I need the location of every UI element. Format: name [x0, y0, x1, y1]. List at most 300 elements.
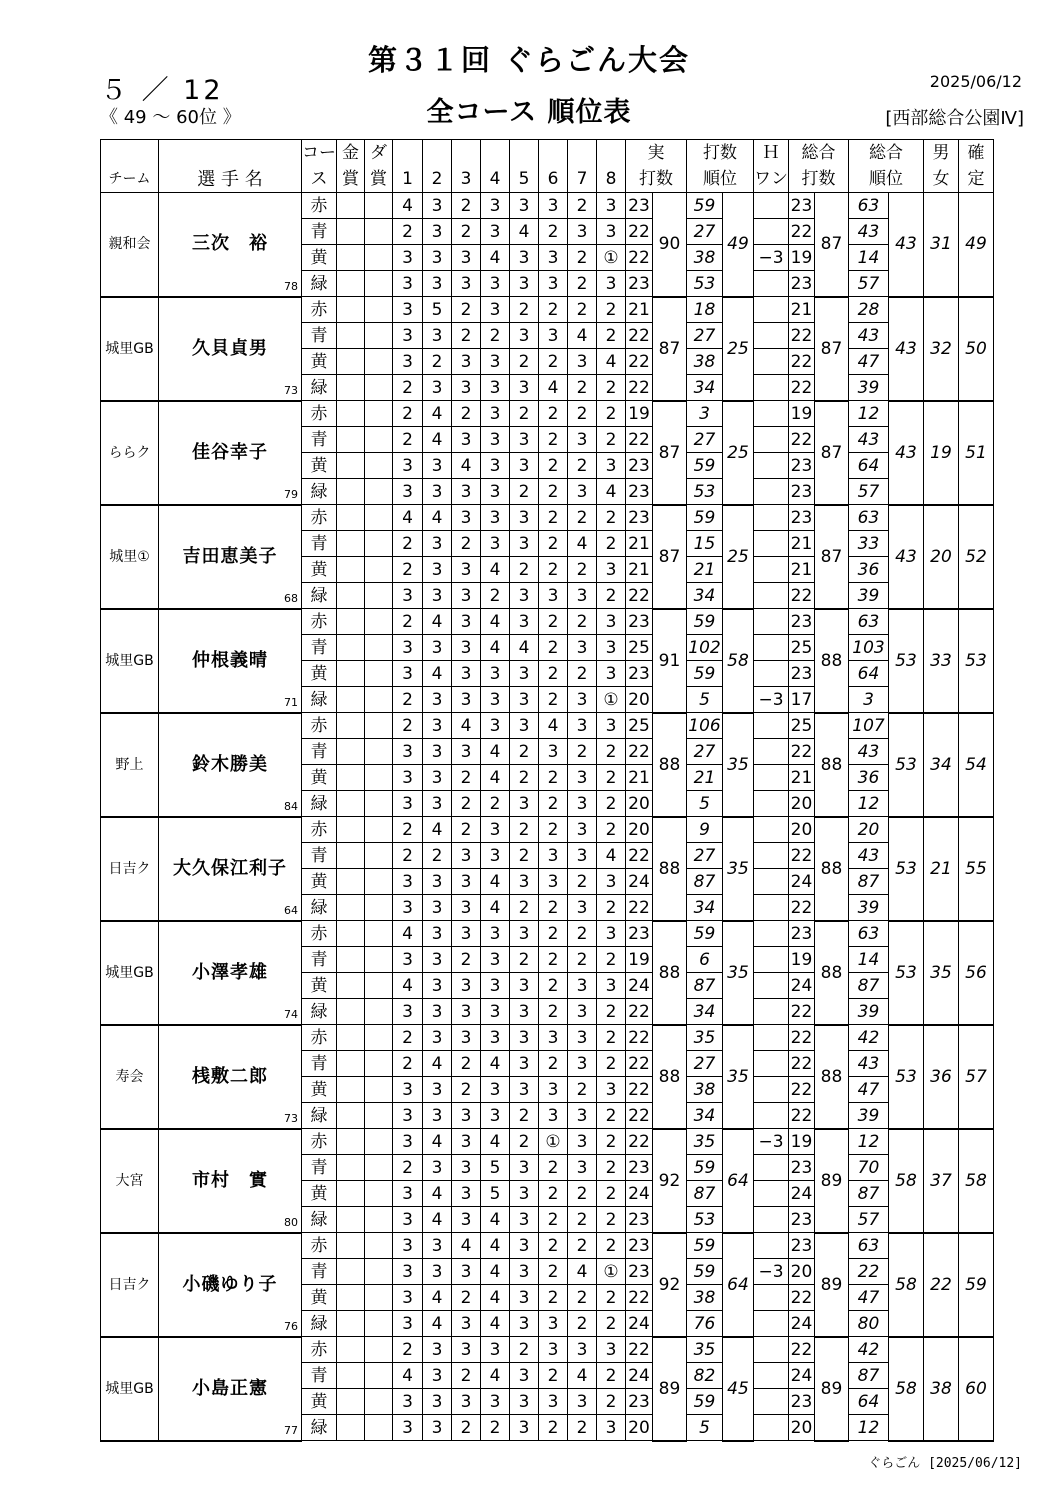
hole-score: 2	[597, 401, 626, 427]
hole-score: 3	[393, 297, 423, 323]
hole-score: 2	[452, 323, 481, 349]
hole-score: 3	[597, 1415, 626, 1441]
course-color: 赤	[302, 713, 337, 739]
hole-score: 4	[423, 427, 452, 453]
total-strokes: 88	[815, 713, 849, 817]
player-name: 小磯ゆり子	[182, 1273, 278, 1295]
da-prize-cell	[365, 479, 393, 505]
gold-prize-cell	[337, 791, 365, 817]
hole-score: 3	[481, 817, 510, 843]
course-total: 22	[789, 1103, 815, 1129]
da-prize-cell	[365, 375, 393, 401]
player-course-row	[101, 1337, 994, 1363]
course-rank: 82	[687, 1363, 723, 1389]
strokes-rank: 64	[723, 1129, 754, 1233]
hole-score: 2	[510, 1129, 539, 1155]
hole-score: 2	[452, 817, 481, 843]
hole-score: 3	[423, 973, 452, 999]
course-color: 黄	[302, 349, 337, 375]
hole-score: 3	[393, 1103, 423, 1129]
player-age: 64	[284, 903, 298, 917]
hole-score: 2	[393, 1051, 423, 1077]
hole-score: 3	[452, 245, 481, 271]
course-subtotal: 22	[626, 739, 653, 765]
course-total-rank: 36	[849, 765, 889, 791]
hole-in-one-bonus	[754, 271, 789, 297]
strokes-rank: 49	[723, 193, 754, 297]
hole-score: 3	[510, 1363, 539, 1389]
hole-score: 3	[452, 999, 481, 1025]
hole-score: 2	[393, 1337, 423, 1363]
hole-score: 3	[423, 193, 452, 219]
gold-prize-cell	[337, 219, 365, 245]
hole-score: 2	[510, 1337, 539, 1363]
hole-score: 4	[481, 765, 510, 791]
hole-score: 4	[452, 1233, 481, 1259]
player-cell	[159, 1025, 302, 1129]
col-gender: 男	[924, 140, 959, 167]
da-prize-cell	[365, 791, 393, 817]
hole-score: 2	[597, 1233, 626, 1259]
course-subtotal: 22	[626, 1051, 653, 1077]
player-course-row	[101, 297, 994, 323]
hole-score: 2	[393, 557, 423, 583]
course-color: 赤	[302, 505, 337, 531]
course-total: 19	[789, 1129, 815, 1155]
hole-score: 2	[539, 297, 568, 323]
total-strokes: 88	[815, 609, 849, 713]
hole-score: 2	[393, 713, 423, 739]
hole-in-one-bonus	[754, 1415, 789, 1441]
hole-score: 3	[452, 1155, 481, 1181]
course-color: 青	[302, 531, 337, 557]
hole-score: 3	[452, 505, 481, 531]
col-gold-bottom: 賞	[337, 166, 365, 193]
final-rank: 59	[959, 1233, 994, 1337]
course-subtotal: 19	[626, 401, 653, 427]
hole-score: 4	[393, 1363, 423, 1389]
course-rank: 87	[687, 1181, 723, 1207]
hole-score: 5	[481, 1155, 510, 1181]
gender-rank: 35	[924, 921, 959, 1025]
hole-score: 2	[539, 531, 568, 557]
hole-in-one-bonus	[754, 895, 789, 921]
player-cell	[159, 297, 302, 401]
course-rank: 53	[687, 1207, 723, 1233]
player-course-row	[101, 609, 994, 635]
hole-score: 2	[597, 505, 626, 531]
course-total-rank: 42	[849, 1337, 889, 1363]
hole-in-one-bonus	[754, 635, 789, 661]
hole-score: 3	[423, 1415, 452, 1441]
hole-score: 3	[481, 713, 510, 739]
col-total: 総合	[789, 140, 849, 167]
hole-score: 3	[423, 999, 452, 1025]
course-color: 青	[302, 323, 337, 349]
course-color: 緑	[302, 375, 337, 401]
team-name: 日吉ク	[101, 817, 159, 921]
gold-prize-cell	[337, 193, 365, 219]
course-rank: 76	[687, 1311, 723, 1337]
hole-score: 4	[393, 921, 423, 947]
strokes-rank: 35	[723, 1025, 754, 1129]
hole-score: 3	[393, 1415, 423, 1441]
gender-rank: 22	[924, 1233, 959, 1337]
final-rank: 60	[959, 1337, 994, 1441]
hole-score: 3	[510, 1285, 539, 1311]
course-total: 23	[789, 921, 815, 947]
course-rank: 59	[687, 193, 723, 219]
course-subtotal: 21	[626, 297, 653, 323]
hole-score: 2	[510, 895, 539, 921]
course-color: 青	[302, 739, 337, 765]
course-rank: 59	[687, 921, 723, 947]
hole-score: 3	[510, 869, 539, 895]
col-gender-bottom: 女	[924, 166, 959, 193]
hole-score: 3	[481, 999, 510, 1025]
hole-score: 3	[393, 1077, 423, 1103]
hole-score: 4	[597, 843, 626, 869]
hole-score: 3	[568, 1129, 597, 1155]
hole-score: 2	[393, 843, 423, 869]
hole-score: 3	[393, 635, 423, 661]
course-color: 緑	[302, 1103, 337, 1129]
gold-prize-cell	[337, 1207, 365, 1233]
hole-score: 3	[393, 1285, 423, 1311]
course-rank: 9	[687, 817, 723, 843]
hole-in-one-bonus	[754, 817, 789, 843]
hole-score: 2	[597, 1207, 626, 1233]
player-age: 79	[284, 487, 298, 501]
hole-score: 2	[481, 323, 510, 349]
player-course-row	[101, 713, 994, 739]
team-name: 城里GB	[101, 1337, 159, 1441]
hole-score: 3	[423, 219, 452, 245]
course-color: 青	[302, 219, 337, 245]
player-cell	[159, 193, 302, 297]
course-subtotal: 24	[626, 1363, 653, 1389]
hole-score: 3	[423, 1155, 452, 1181]
hole-score: 3	[510, 609, 539, 635]
hole-score: 2	[539, 557, 568, 583]
hole-score: 4	[393, 973, 423, 999]
hole-score: 4	[481, 1129, 510, 1155]
hole-score: 3	[510, 1051, 539, 1077]
hole-score: 4	[481, 1311, 510, 1337]
hole-score: 3	[423, 895, 452, 921]
hole-score: 4	[423, 1311, 452, 1337]
hole-score: 4	[423, 1181, 452, 1207]
course-rank: 59	[687, 661, 723, 687]
hole-score: 3	[568, 1051, 597, 1077]
hole-score: 4	[393, 505, 423, 531]
total-strokes: 88	[815, 1025, 849, 1129]
course-rank: 34	[687, 895, 723, 921]
hole-score: 2	[568, 297, 597, 323]
hole-score: 2	[481, 1415, 510, 1441]
gold-prize-cell	[337, 1051, 365, 1077]
course-total: 23	[789, 1389, 815, 1415]
course-rank: 5	[687, 1415, 723, 1441]
da-prize-cell	[365, 713, 393, 739]
hole-score: 2	[597, 1389, 626, 1415]
hole-score: 2	[568, 661, 597, 687]
hole-score: 2	[597, 739, 626, 765]
hole-score: 4	[452, 453, 481, 479]
hole-score: 3	[597, 1337, 626, 1363]
player-name: 大久保江利子	[173, 857, 287, 879]
col-hole-6: 6	[539, 166, 568, 193]
gold-prize-cell	[337, 1389, 365, 1415]
gold-prize-cell	[337, 1155, 365, 1181]
course-total: 22	[789, 219, 815, 245]
player-age: 76	[284, 1319, 298, 1333]
hole-score: 2	[452, 1051, 481, 1077]
da-prize-cell	[365, 557, 393, 583]
hole-score: 2	[539, 947, 568, 973]
total-strokes: 88	[815, 817, 849, 921]
hole-score: 3	[597, 661, 626, 687]
hole-score: 3	[481, 973, 510, 999]
actual-strokes: 88	[653, 921, 687, 1025]
col-hole-4-top	[481, 140, 510, 167]
course-color: 黄	[302, 1077, 337, 1103]
col-da: ダ	[365, 140, 393, 167]
hole-score: 3	[423, 271, 452, 297]
hole-score: 2	[597, 817, 626, 843]
page-title: 第３１回 ぐらごん大会	[367, 43, 691, 77]
hole-score: 2	[568, 1285, 597, 1311]
hole-score: 2	[568, 1415, 597, 1441]
gold-prize-cell	[337, 895, 365, 921]
course-total-rank: 39	[849, 1103, 889, 1129]
hole-score: 3	[510, 1259, 539, 1285]
hole-score: 3	[597, 453, 626, 479]
player-age: 78	[284, 279, 298, 293]
course-rank: 27	[687, 323, 723, 349]
course-color: 黄	[302, 869, 337, 895]
hole-score: 3	[510, 531, 539, 557]
gold-prize-cell	[337, 1181, 365, 1207]
hole-score: 4	[423, 1051, 452, 1077]
hole-score: 2	[539, 1181, 568, 1207]
course-rank: 27	[687, 219, 723, 245]
player-age: 84	[284, 799, 298, 813]
hole-score: 3	[452, 609, 481, 635]
course-color: 緑	[302, 271, 337, 297]
hole-score: 4	[423, 505, 452, 531]
hole-score: 3	[510, 427, 539, 453]
hole-score: 2	[597, 895, 626, 921]
course-rank: 35	[687, 1129, 723, 1155]
hole-score: ①	[597, 1259, 626, 1285]
course-total: 23	[789, 271, 815, 297]
hole-score: 2	[597, 1051, 626, 1077]
da-prize-cell	[365, 739, 393, 765]
hole-in-one-bonus	[754, 999, 789, 1025]
hole-score: 3	[481, 427, 510, 453]
hole-score: 2	[539, 1051, 568, 1077]
course-color: 黄	[302, 765, 337, 791]
course-subtotal: 25	[626, 635, 653, 661]
course-subtotal: 23	[626, 661, 653, 687]
hole-in-one-bonus	[754, 921, 789, 947]
course-rank: 6	[687, 947, 723, 973]
total-rank: 43	[889, 401, 924, 505]
course-rank: 53	[687, 271, 723, 297]
da-prize-cell	[365, 193, 393, 219]
hole-in-one-bonus	[754, 1233, 789, 1259]
course-subtotal: 22	[626, 375, 653, 401]
course-total-rank: 87	[849, 1363, 889, 1389]
hole-score: 3	[539, 271, 568, 297]
hole-score: 3	[597, 609, 626, 635]
player-cell	[159, 1129, 302, 1233]
course-subtotal: 23	[626, 1155, 653, 1181]
course-rank: 59	[687, 453, 723, 479]
total-strokes: 87	[815, 505, 849, 609]
gold-prize-cell	[337, 427, 365, 453]
col-rank: 打数	[687, 140, 754, 167]
player-course-row	[101, 401, 994, 427]
course-total-rank: 57	[849, 479, 889, 505]
hole-score: 3	[568, 1389, 597, 1415]
course-total-rank: 63	[849, 1233, 889, 1259]
course-subtotal: 22	[626, 219, 653, 245]
course-rank: 59	[687, 1389, 723, 1415]
hole-score: 3	[510, 1207, 539, 1233]
hole-score: 3	[452, 921, 481, 947]
hole-score: 3	[539, 193, 568, 219]
hole-score: 3	[568, 427, 597, 453]
hole-score: 2	[539, 765, 568, 791]
hole-score: 2	[597, 427, 626, 453]
course-total-rank: 47	[849, 349, 889, 375]
col-player: 選 手 名	[159, 166, 302, 193]
hole-score: 2	[510, 843, 539, 869]
course-rank: 106	[687, 713, 723, 739]
hole-score: 2	[597, 1025, 626, 1051]
hole-score: 2	[539, 1259, 568, 1285]
hole-score: 3	[423, 687, 452, 713]
total-rank: 43	[889, 193, 924, 297]
course-total-rank: 22	[849, 1259, 889, 1285]
hole-score: 2	[597, 1155, 626, 1181]
hole-score: 3	[452, 1259, 481, 1285]
gender-rank: 19	[924, 401, 959, 505]
gold-prize-cell	[337, 817, 365, 843]
hole-score: 3	[568, 895, 597, 921]
course-rank: 21	[687, 557, 723, 583]
col-hole-in-one-bottom: ワン	[754, 166, 789, 193]
hole-score: 2	[568, 453, 597, 479]
hole-score: 3	[481, 1337, 510, 1363]
hole-score: 3	[393, 323, 423, 349]
hole-score: 2	[539, 999, 568, 1025]
hole-score: 2	[597, 297, 626, 323]
hole-score: 3	[393, 271, 423, 297]
course-subtotal: 23	[626, 453, 653, 479]
da-prize-cell	[365, 973, 393, 999]
course-total-rank: 33	[849, 531, 889, 557]
gold-prize-cell	[337, 921, 365, 947]
course-rank: 5	[687, 687, 723, 713]
da-prize-cell	[365, 1129, 393, 1155]
hole-score: 4	[568, 323, 597, 349]
team-name: 日吉ク	[101, 1233, 159, 1337]
total-rank: 53	[889, 1025, 924, 1129]
player-age: 71	[284, 695, 298, 709]
hole-score: 3	[510, 1233, 539, 1259]
footer: ぐらごん [2025/06/12]	[868, 1456, 1022, 1471]
course-subtotal: 22	[626, 245, 653, 271]
hole-score: 2	[568, 1311, 597, 1337]
hole-score: 4	[481, 1233, 510, 1259]
hole-score: 4	[481, 609, 510, 635]
hole-score: 2	[539, 1233, 568, 1259]
gold-prize-cell	[337, 1025, 365, 1051]
hole-score: 3	[510, 973, 539, 999]
hole-score: 2	[452, 765, 481, 791]
hole-in-one-bonus	[754, 739, 789, 765]
hole-score: 2	[597, 583, 626, 609]
actual-strokes: 87	[653, 401, 687, 505]
hole-score: 2	[568, 1181, 597, 1207]
total-strokes: 87	[815, 401, 849, 505]
course-color: 青	[302, 427, 337, 453]
hole-in-one-bonus	[754, 1337, 789, 1363]
course-rank: 18	[687, 297, 723, 323]
hole-in-one-bonus	[754, 1103, 789, 1129]
hole-score: ①	[597, 245, 626, 271]
team-name: 大宮	[101, 1129, 159, 1233]
course-subtotal: 23	[626, 505, 653, 531]
hole-score: 3	[539, 1077, 568, 1103]
hole-score: 3	[393, 895, 423, 921]
course-total: 23	[789, 661, 815, 687]
course-rank: 15	[687, 531, 723, 557]
hole-score: 4	[568, 1259, 597, 1285]
hole-score: 3	[510, 1155, 539, 1181]
hole-score: 4	[423, 661, 452, 687]
player-name: 佳谷幸子	[192, 441, 268, 463]
course-total-rank: 20	[849, 817, 889, 843]
da-prize-cell	[365, 401, 393, 427]
player-name: 三次 裕	[192, 233, 268, 255]
hole-score: ①	[539, 1129, 568, 1155]
strokes-rank: 25	[723, 401, 754, 505]
hole-score: 2	[452, 1363, 481, 1389]
total-rank: 58	[889, 1337, 924, 1441]
hole-score: 3	[452, 687, 481, 713]
col-rank-bottom: 順位	[687, 166, 754, 193]
team-name: 城里GB	[101, 297, 159, 401]
hole-score: 3	[393, 947, 423, 973]
hole-score: 3	[423, 323, 452, 349]
team-name: 寿会	[101, 1025, 159, 1129]
hole-score: 2	[568, 271, 597, 297]
course-rank: 21	[687, 765, 723, 791]
hole-score: 2	[597, 791, 626, 817]
hole-score: 3	[393, 453, 423, 479]
hole-score: 2	[539, 973, 568, 999]
hole-score: 2	[597, 1363, 626, 1389]
hole-in-one-bonus	[754, 453, 789, 479]
hole-score: 3	[423, 765, 452, 791]
hole-score: 3	[510, 791, 539, 817]
hole-score: 3	[481, 531, 510, 557]
hole-score: 3	[423, 453, 452, 479]
